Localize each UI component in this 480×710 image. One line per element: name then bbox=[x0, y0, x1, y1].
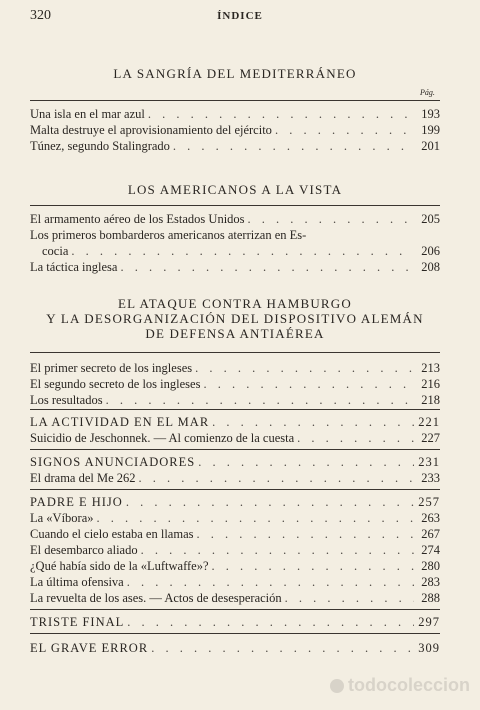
entry-page: 218 bbox=[421, 393, 440, 407]
entry-title-line1: Los primeros bombarderos americanos aterrizan en Es- bbox=[30, 228, 307, 242]
divider-rule bbox=[30, 449, 440, 450]
entry-page: 233 bbox=[421, 471, 440, 485]
chapter-page: 231 bbox=[418, 455, 440, 469]
entry-title: La «Víbora» bbox=[30, 511, 94, 525]
toc-entry bbox=[30, 590, 440, 606]
entry-title: ¿Qué había sido de la «Luftwaffe»? bbox=[30, 559, 209, 573]
leader-dots bbox=[124, 574, 414, 590]
chapter-title: LA ACTIVIDAD EN EL MAR bbox=[30, 415, 210, 429]
toc-entry bbox=[30, 558, 440, 574]
section-heading-line: LOS AMERICANOS A LA VISTA bbox=[127, 182, 343, 197]
leader-dots bbox=[94, 510, 414, 526]
leader-dots bbox=[123, 494, 414, 510]
leader-dots bbox=[124, 614, 414, 630]
entry-title: Los resultados bbox=[30, 393, 103, 407]
entry-page: 283 bbox=[421, 575, 440, 589]
entry-title: Una isla en el mar azul bbox=[30, 107, 145, 121]
entry-title: El primer secreto de los ingleses bbox=[30, 361, 193, 375]
entry-page: 208 bbox=[421, 260, 440, 274]
leader-dots bbox=[200, 376, 414, 392]
chapter-title: PADRE E HIJO bbox=[30, 495, 123, 509]
watermark-text: todocoleccion bbox=[347, 675, 470, 695]
divider-rule bbox=[30, 205, 440, 206]
entry-page: 227 bbox=[421, 431, 440, 445]
divider-rule bbox=[30, 100, 440, 101]
entry-title: El segundo secreto de los ingleses bbox=[30, 377, 201, 391]
toc-chapter bbox=[30, 414, 440, 430]
toc-entry bbox=[30, 430, 440, 446]
toc-entry bbox=[30, 526, 440, 542]
entry-page: 267 bbox=[421, 527, 440, 541]
toc-entry bbox=[30, 211, 440, 227]
entry-title: El drama del Me 262 bbox=[30, 471, 136, 485]
leader-dots bbox=[117, 259, 414, 275]
toc-chapter bbox=[30, 454, 440, 470]
leader-dots bbox=[68, 243, 414, 259]
leader-dots bbox=[193, 526, 414, 542]
entry-page: 280 bbox=[421, 559, 440, 573]
entry-title: Suicidio de Jeschonnek. — Al comienzo de la cuesta bbox=[30, 431, 295, 445]
toc-entry bbox=[30, 243, 440, 259]
section-heading-line: EL ATAQUE CONTRA HAMBURGO bbox=[118, 296, 352, 311]
divider-rule bbox=[30, 489, 440, 490]
section-heading-line: Y LA DESORGANIZACIÓN DEL DISPOSITIVO ALEMÁN bbox=[46, 311, 424, 326]
leader-dots bbox=[245, 211, 414, 227]
leader-dots bbox=[209, 558, 414, 574]
toc-entry bbox=[30, 542, 440, 558]
divider-rule bbox=[30, 352, 440, 353]
leader-dots bbox=[294, 430, 414, 446]
entry-page: 213 bbox=[421, 361, 440, 375]
entry-title: El armamento aéreo de los Estados Unidos bbox=[30, 212, 245, 226]
toc-entry bbox=[30, 392, 440, 408]
entry-title-line2: cocia bbox=[42, 244, 69, 258]
toc-entry bbox=[30, 138, 440, 154]
chapter-page: 297 bbox=[418, 615, 440, 629]
leader-dots bbox=[282, 590, 414, 606]
leader-dots bbox=[145, 106, 414, 122]
leader-dots bbox=[170, 138, 414, 154]
toc-entry bbox=[30, 122, 440, 138]
section-heading bbox=[30, 296, 440, 341]
page-column-label: Pág. bbox=[420, 88, 435, 97]
toc-entry bbox=[30, 259, 440, 275]
entry-page: 205 bbox=[421, 212, 440, 226]
divider-rule bbox=[30, 633, 440, 634]
entry-title: La táctica inglesa bbox=[30, 260, 118, 274]
chapter-page: 221 bbox=[418, 415, 440, 429]
section-heading-line: LA SANGRÍA DEL MEDITERRÁNEO bbox=[113, 66, 357, 81]
toc-chapter bbox=[30, 614, 440, 630]
entry-title: La revuelta de los ases. — Actos de desesperación bbox=[30, 591, 282, 605]
todocoleccion-logo-icon bbox=[330, 679, 344, 693]
divider-rule bbox=[30, 609, 440, 610]
entry-page: 193 bbox=[421, 107, 440, 121]
entry-page: 288 bbox=[421, 591, 440, 605]
chapter-title: EL GRAVE ERROR bbox=[30, 641, 149, 655]
toc-entry bbox=[30, 470, 440, 486]
toc-chapter bbox=[30, 494, 440, 510]
chapter-page: 309 bbox=[418, 641, 440, 655]
entry-page: 263 bbox=[421, 511, 440, 525]
leader-dots bbox=[192, 360, 414, 376]
entry-title: Cuando el cielo estaba en llamas bbox=[30, 527, 194, 541]
toc-entry bbox=[30, 376, 440, 392]
entry-page: 201 bbox=[421, 139, 440, 153]
section-heading bbox=[30, 66, 440, 81]
page-number: 320 bbox=[30, 8, 51, 23]
leader-dots bbox=[148, 640, 414, 656]
leader-dots bbox=[272, 122, 414, 138]
divider-rule bbox=[30, 409, 440, 410]
toc-chapter bbox=[30, 640, 440, 656]
entry-title: Malta destruye el aprovisionamiento del ejército bbox=[30, 123, 272, 137]
toc-entry bbox=[30, 106, 440, 122]
watermark bbox=[330, 675, 470, 696]
running-head: ÍNDICE bbox=[217, 10, 263, 22]
leader-dots bbox=[209, 414, 414, 430]
toc-entry bbox=[30, 574, 440, 590]
entry-title: El desembarco aliado bbox=[30, 543, 138, 557]
entry-page: 199 bbox=[421, 123, 440, 137]
toc-entry bbox=[30, 360, 440, 376]
leader-dots bbox=[195, 454, 414, 470]
section-heading bbox=[30, 182, 440, 197]
leader-dots bbox=[138, 542, 414, 558]
entry-title: Túnez, segundo Stalingrado bbox=[30, 139, 170, 153]
leader-dots bbox=[136, 470, 414, 486]
chapter-title: TRISTE FINAL bbox=[30, 615, 125, 629]
entry-title: La última ofensiva bbox=[30, 575, 124, 589]
entry-page: 274 bbox=[421, 543, 440, 557]
toc-entry bbox=[30, 510, 440, 526]
section-heading-line: DE DEFENSA ANTIAÉREA bbox=[145, 326, 325, 341]
entry-page: 206 bbox=[421, 244, 440, 258]
leader-dots bbox=[103, 392, 414, 408]
chapter-page: 257 bbox=[418, 495, 440, 509]
entry-page: 216 bbox=[421, 377, 440, 391]
chapter-title: SIGNOS ANUNCIADORES bbox=[30, 455, 196, 469]
